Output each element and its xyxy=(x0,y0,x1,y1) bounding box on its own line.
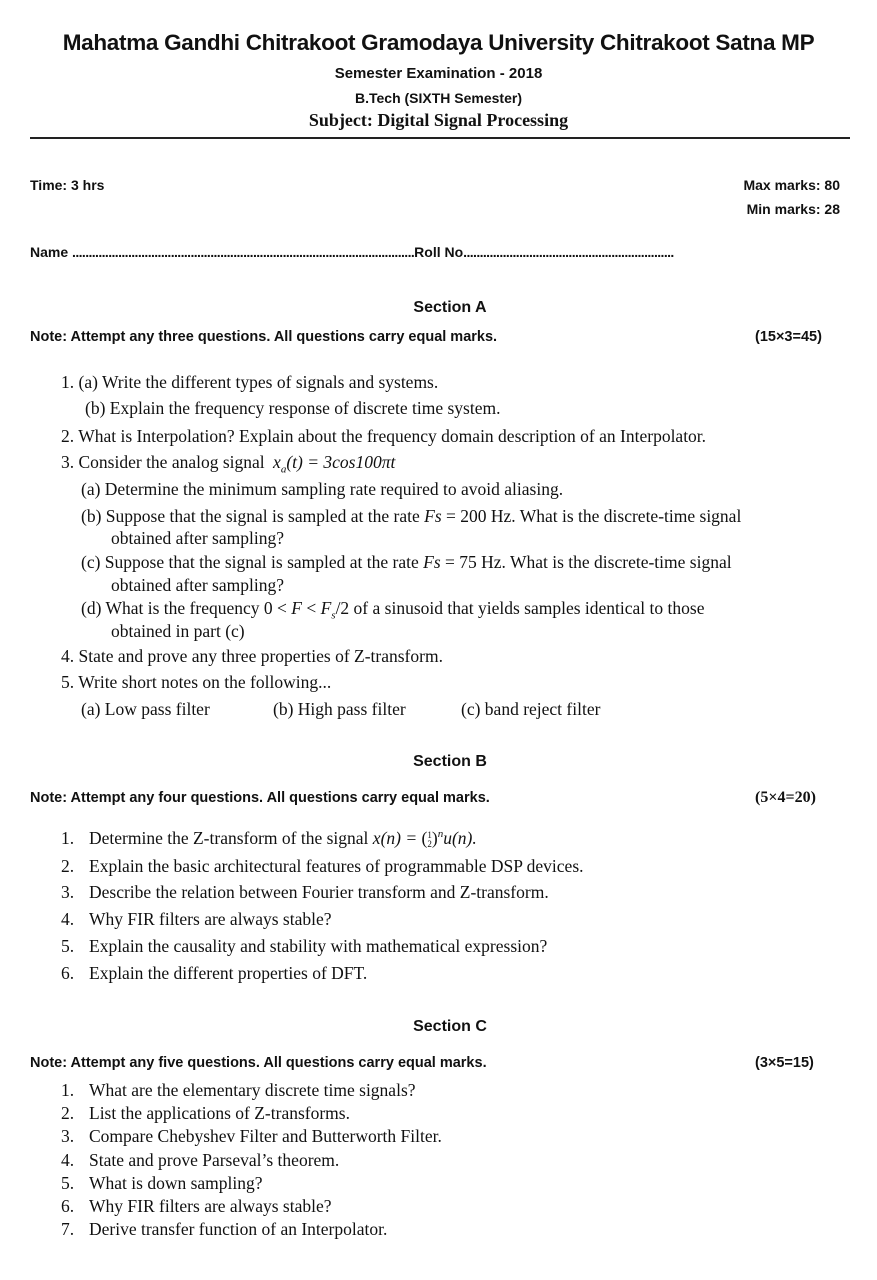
question-a3-b-cont: obtained after sampling? xyxy=(111,528,284,548)
question-a5-c: (c) band reject filter xyxy=(461,699,601,719)
question-number: 3. xyxy=(61,882,75,902)
question-a3-c: (c) Suppose that the signal is sampled at the rate Fs = 75 Hz. What is the discrete-time signal xyxy=(81,552,732,572)
question-number: 2. xyxy=(61,1103,75,1123)
question-text: Determine the Z-transform of the signal xyxy=(89,828,369,848)
question-text: List the applications of Z-transforms. xyxy=(89,1103,350,1123)
question-text: Derive transfer function of an Interpolator. xyxy=(89,1219,388,1239)
question-c4 xyxy=(61,1150,339,1171)
question-b5 xyxy=(61,936,547,957)
question-number: 4. xyxy=(61,646,75,666)
question-a2 xyxy=(61,426,706,447)
question-text: Describe the relation between Fourier transform and Z-transform. xyxy=(89,882,549,902)
question-c5 xyxy=(61,1173,263,1194)
question-number: 1. xyxy=(61,1080,75,1100)
question-number: 6. xyxy=(61,1196,75,1216)
question-number: 4. xyxy=(61,1150,75,1170)
question-number: 3. xyxy=(61,1126,75,1146)
question-number: 5. xyxy=(61,672,75,692)
question-number: 1. xyxy=(61,828,75,848)
question-c1 xyxy=(61,1080,416,1101)
question-text: Write short notes on the following... xyxy=(78,672,332,692)
exam-time: Time: 3 hrs xyxy=(30,177,105,193)
question-number: 7. xyxy=(61,1219,75,1239)
university-title: Mahatma Gandhi Chitrakoot Gramodaya University Chitrakoot Satna MP xyxy=(62,30,815,55)
question-a5 xyxy=(61,672,331,693)
header-divider xyxy=(30,137,850,139)
question-a5-b: (b) High pass filter xyxy=(273,699,406,719)
question-text: State and prove any three properties of Z-transform. xyxy=(78,646,443,666)
question-a1-b: (b) Explain the frequency response of discrete time system. xyxy=(85,398,501,418)
question-text: State and prove Parseval’s theorem. xyxy=(89,1150,340,1170)
exam-name: Semester Examination - 2018 xyxy=(334,65,543,82)
question-text: Explain the causality and stability with mathematical expression? xyxy=(89,936,548,956)
question-a3 xyxy=(61,452,395,476)
z-transform-formula: x(n) = ( 1 2 )$^n$u(n). xyxy=(372,828,477,849)
roll-blank: ................................................................ xyxy=(463,244,674,260)
name-label: Name xyxy=(30,244,69,260)
section-b-marks: (5×4=20) xyxy=(755,789,816,806)
question-a3-d-cont: obtained in part (c) xyxy=(111,621,245,641)
question-number: 5. xyxy=(61,1173,75,1193)
section-a-marks: (15×3=45) xyxy=(755,329,822,345)
question-text: Why FIR filters are always stable? xyxy=(89,1196,332,1216)
question-c3 xyxy=(61,1126,442,1147)
question-c7 xyxy=(61,1219,387,1240)
max-marks: Max marks: 80 xyxy=(743,177,840,193)
question-c2 xyxy=(61,1103,350,1124)
question-b1 xyxy=(61,828,477,849)
section-a-note: Note: Attempt any three questions. All questions carry equal marks. xyxy=(30,329,498,345)
question-c6 xyxy=(61,1196,332,1217)
name-blank: ........................................................................................................ xyxy=(72,244,415,260)
question-b3 xyxy=(61,882,549,903)
question-b2 xyxy=(61,856,584,877)
question-text: What is down sampling? xyxy=(89,1173,263,1193)
question-text: Compare Chebyshev Filter and Butterworth Filter. xyxy=(89,1126,442,1146)
question-text: Consider the analog signal xyxy=(78,452,265,472)
question-b4 xyxy=(61,909,332,930)
question-number: 2. xyxy=(61,426,75,446)
question-number: 5. xyxy=(61,936,75,956)
question-a3-b: (b) Suppose that the signal is sampled at the rate Fs = 200 Hz. What is the discrete-time signal xyxy=(81,506,742,526)
question-a5-a: (a) Low pass filter xyxy=(81,699,210,719)
question-number: 6. xyxy=(61,963,75,983)
question-text: What are the elementary discrete time signals? xyxy=(89,1080,416,1100)
question-b6 xyxy=(61,963,367,984)
question-a3-d: (d) What is the frequency $0 < F < F_s/2$ of a sinusoid that yields samples identical to those xyxy=(81,598,705,622)
question-a4 xyxy=(61,646,443,667)
question-number: 2. xyxy=(61,856,75,876)
question-a1-a xyxy=(61,372,438,393)
question-a3-a: (a) Determine the minimum sampling rate required to avoid aliasing. xyxy=(81,479,564,499)
question-number: 4. xyxy=(61,909,75,929)
section-c-title: Section C xyxy=(413,1018,487,1035)
name-roll-line xyxy=(30,244,842,260)
roll-label: Roll No xyxy=(414,244,464,260)
question-a3-c-cont: obtained after sampling? xyxy=(111,575,284,595)
question-number: 3. xyxy=(61,452,75,472)
question-number: 1. xyxy=(61,372,75,392)
course-name: B.Tech (SIXTH Semester) xyxy=(354,90,522,106)
question-text: Why FIR filters are always stable? xyxy=(89,909,332,929)
question-text: Explain the basic architectural features of programmable DSP devices. xyxy=(89,856,584,876)
question-text: What is Interpolation? Explain about the frequency domain description of an Interpolator. xyxy=(78,426,707,446)
section-c-marks: (3×5=15) xyxy=(755,1055,814,1071)
section-c-note: Note: Attempt any five questions. All questions carry equal marks. xyxy=(30,1055,487,1071)
min-marks: Min marks: 28 xyxy=(746,201,840,217)
section-b-title: Section B xyxy=(413,753,487,770)
subject-name: Subject: Digital Signal Processing xyxy=(308,110,569,130)
question-text: Explain the different properties of DFT. xyxy=(89,963,368,983)
question-text: (a) Write the different types of signals and systems. xyxy=(78,372,439,392)
signal-formula: $x_a(t) = 3\cos 100\pi t$ xyxy=(273,452,396,476)
section-b-note: Note: Attempt any four questions. All questions carry equal marks. xyxy=(30,790,490,806)
section-a-title: Section A xyxy=(413,299,487,316)
